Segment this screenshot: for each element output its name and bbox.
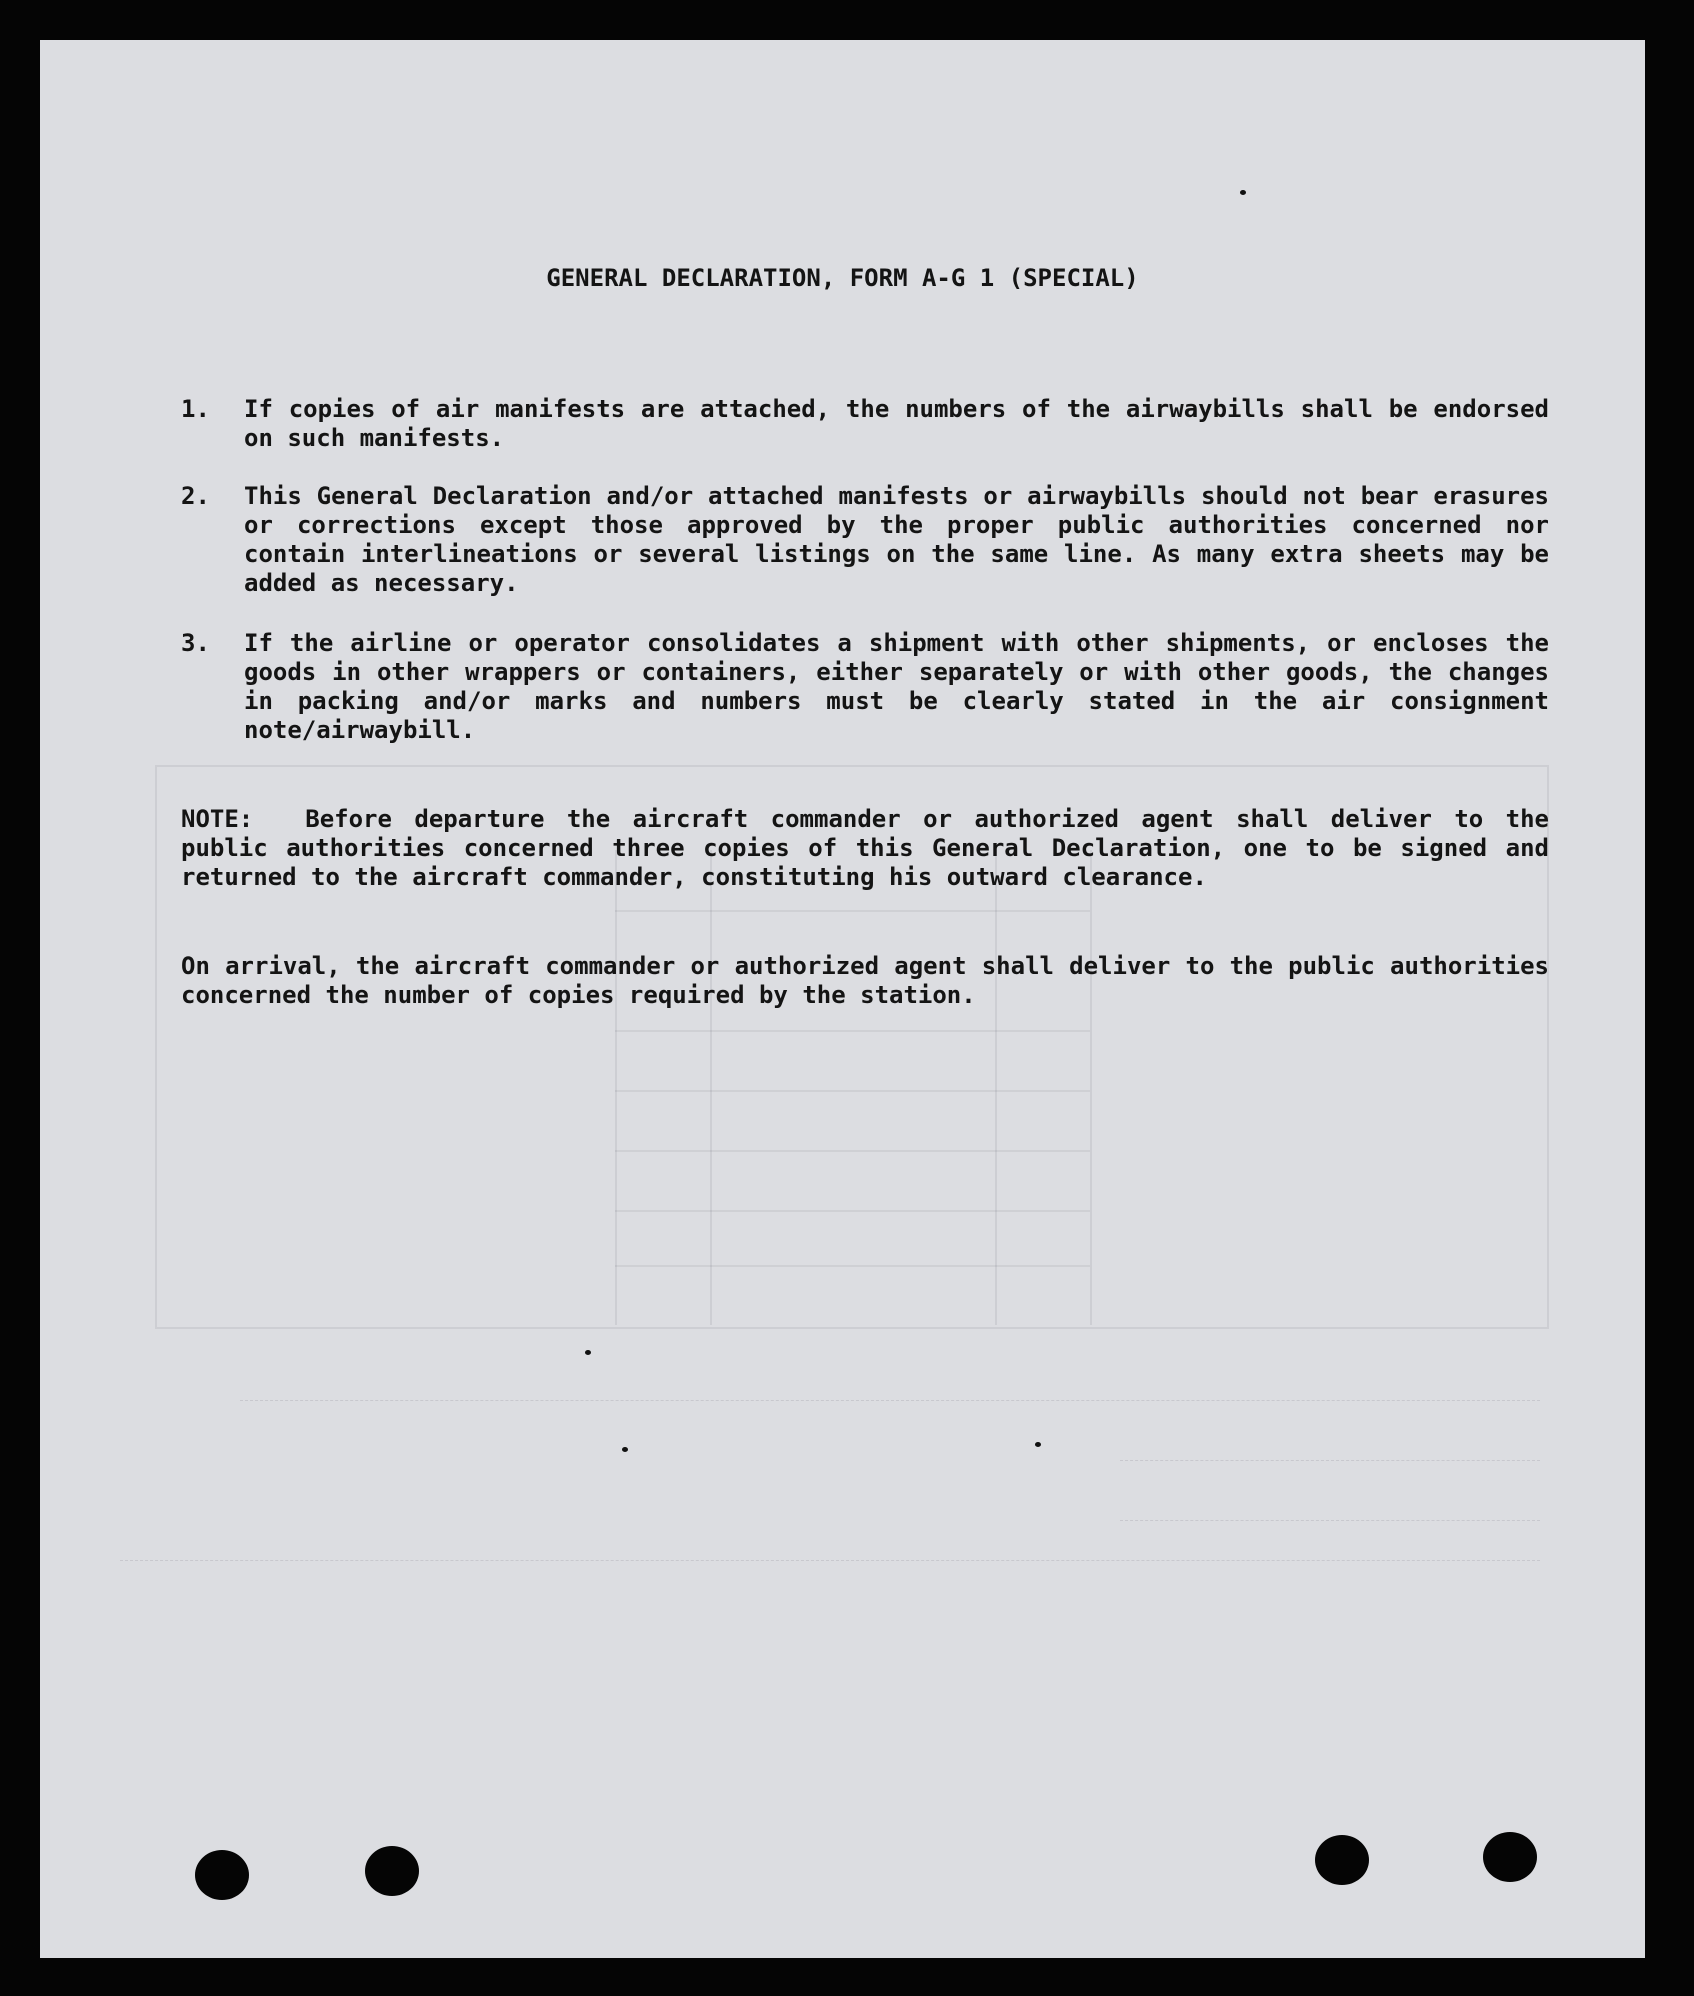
arrival-paragraph: On arrival, the aircraft commander or authorized agent shall deliver to the public authorities concerned the number of copies required by the station. — [181, 952, 1549, 1009]
bleed-through-row — [615, 910, 1090, 912]
punch-hole — [1315, 1835, 1369, 1885]
note-text: Before departure the aircraft commander or authorized agent shall deliver to the public authorities concerned three copies of this General Declaration, one to be signed and returned to the aircraft commander, constituting his outward clearance. — [181, 805, 1549, 891]
bleed-through-row — [615, 1265, 1090, 1267]
item-number: 3. — [181, 629, 210, 657]
item-text: This General Declaration and/or attached manifests or airwaybills should not bear erasures or corrections except those approved by the proper public authorities concerned nor contain interlineations or several listings on the same line. As many extra sheets may be added as necessary. — [244, 482, 1549, 597]
bleed-through-row — [615, 1210, 1090, 1212]
document-title: GENERAL DECLARATION, FORM A-G 1 (SPECIAL) — [546, 264, 1139, 292]
ink-speck — [1035, 1442, 1041, 1447]
item-number: 2. — [181, 482, 210, 510]
ink-speck — [622, 1447, 628, 1452]
item-text: If copies of air manifests are attached, the numbers of the airwaybills shall be endorsed on such manifests. — [244, 395, 1549, 452]
note-label: NOTE: — [181, 805, 254, 833]
bleed-through-row — [615, 1150, 1090, 1152]
bleed-through-row — [615, 1030, 1090, 1032]
punch-hole — [1483, 1832, 1537, 1882]
document-page — [40, 40, 1645, 1958]
bleed-through-column — [710, 850, 712, 1325]
bleed-through-line — [1120, 1520, 1540, 1521]
bleed-through-column — [1090, 850, 1092, 1325]
punch-hole — [195, 1850, 249, 1900]
punch-hole — [365, 1846, 419, 1896]
bleed-through-line — [1120, 1460, 1540, 1461]
bleed-through-column — [995, 850, 997, 1325]
item-text: If the airline or operator consolidates a shipment with other shipments, or encloses the goods in other wrappers or containers, either separately or with other goods, the changes in packing and/or marks and numbers must be clearly stated in the air consignment note/airwaybill. — [244, 629, 1549, 744]
note-paragraph — [181, 805, 1549, 892]
bleed-through-line — [240, 1400, 1540, 1401]
bleed-through-row — [615, 1090, 1090, 1092]
ink-speck — [585, 1350, 591, 1355]
item-number: 1. — [181, 395, 210, 423]
bleed-through-line — [120, 1560, 1540, 1561]
ink-speck — [1240, 190, 1246, 195]
bleed-through-column — [615, 850, 617, 1325]
